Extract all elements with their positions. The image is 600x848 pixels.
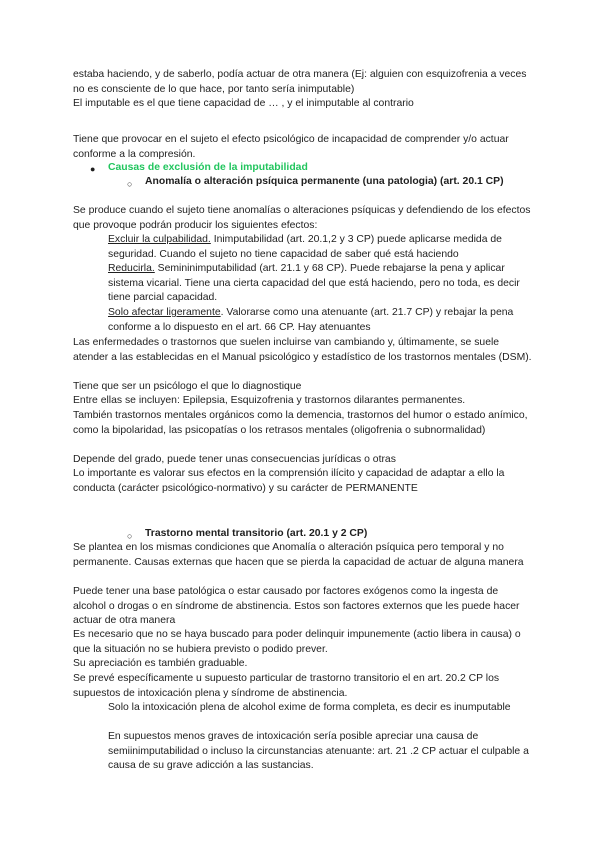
paragraph: Su apreciación es también graduable. bbox=[73, 658, 248, 669]
effect-text: . Valorarse como una atenuante (art. 21.7 CP) y rebajar la pena conforme a lo dispuesto en el art. 66 CP. Hay atenuantes bbox=[108, 307, 514, 333]
circle-bullet-icon: ○ bbox=[127, 179, 133, 189]
paragraph: Entre ellas se incluyen: Epilepsia, Esquizofrenia y trastornos dilarantes permanentes. bbox=[73, 395, 466, 406]
paragraph: También trastornos mentales orgánicos como la demencia, trastornos del humor o estado anímico, como la bipolaridad, las psicopatías o los retrasos mentales (oligofrenia o subnormalidad) bbox=[73, 410, 528, 436]
effect-item bbox=[108, 233, 533, 262]
paragraph: El imputable es el que tiene capacidad de … , y el inimputable al contrario bbox=[73, 98, 414, 109]
effect-title: Solo afectar ligeramente bbox=[108, 307, 221, 318]
paragraph: Se plantea en los mismas condiciones que Anomalía o alteración psíquica pero temporal y no permanente. Causas externas que hacen que se pierda la capacidad de actuar de alguna manera bbox=[73, 542, 524, 568]
paragraph: Lo importante es valorar sus efectos en la comprensión ilícito y capacidad de adaptar a ello la conducta (carácter psicológico-normativo) y su carácter de PERMANENTE bbox=[73, 468, 505, 494]
paragraph: Depende del grado, puede tener unas consecuencias jurídicas o otras bbox=[73, 454, 396, 465]
paragraph: Es necesario que no se haya buscado para poder delinquir impunemente (actio libera in causa) o que la situación no se hubiera previsto o podido prever. bbox=[73, 629, 521, 655]
paragraph: Tiene que provocar en el sujeto el efecto psicológico de incapacidad de comprender y/o actuar conforme a la compresión. bbox=[73, 134, 509, 160]
paragraph: Se prevé específicamente u supuesto particular de trastorno transitorio el en art. 20.2 CP los supuestos de intoxicación plena y síndrome de abstinencia. bbox=[73, 673, 500, 699]
effect-item bbox=[108, 306, 533, 335]
section-heading: Causas de exclusión de la imputabilidad bbox=[108, 162, 308, 173]
paragraph: Las enfermedades o trastornos que suelen incluirse van cambiando y, últimamente, se suele atender a las establecidas en el Manual psicológico y estadístico de los trastornos mentales (DSM). bbox=[73, 337, 532, 363]
effect-text: Inimputabilidad (art. 20.1,2 y 3 CP) puede aplicarse medida de seguridad. Cuando el sujeto no tiene capacidad de saber qué está haciendo bbox=[108, 234, 502, 260]
subsection-heading: Anomalía o alteración psíquica permanente (una patologia) (art. 20.1 CP) bbox=[145, 176, 504, 187]
effect-text: Semininimputabilidad (art. 21.1 y 68 CP). Puede rebajarse la pena y aplicar sistema vicarial. Tiene una cierta capacidad del que está haciendo, pero no toda, es decir tiene parcial capacidad. bbox=[108, 263, 520, 304]
effect-title: Reducirla. bbox=[108, 263, 155, 274]
indented-item: En supuestos menos graves de intoxicación sería posible apreciar una causa de semiinimputabilidad o incluso la circunstancias atenuante: art. 21 .2 CP actuar el culpable a causa de su grave adicción a las sustancias. bbox=[108, 731, 529, 772]
bullet-icon: ● bbox=[90, 164, 96, 174]
effect-item bbox=[108, 262, 533, 306]
indented-item: Solo la intoxicación plena de alcohol exime de forma completa, es decir es inumputable bbox=[108, 702, 511, 713]
paragraph: estaba haciendo, y de saberlo, podía actuar de otra manera (Ej: alguien con esquizofrenia a veces no es consciente de lo que hace, por tanto sería inimputable) bbox=[73, 69, 527, 95]
effect-title: Excluir la culpabilidad. bbox=[108, 234, 211, 245]
circle-bullet-icon: ○ bbox=[127, 531, 133, 541]
paragraph: Tiene que ser un psicólogo el que lo diagnostique bbox=[73, 381, 302, 392]
subsection-heading: Trastorno mental transitorio (art. 20.1 y 2 CP) bbox=[145, 528, 368, 539]
paragraph: Puede tener una base patológica o estar causado por factores exógenos como la ingesta de alcohol o drogas o en síndrome de abstinencia. Estos son factores externos que les puede hacer actuar de otra manera bbox=[73, 586, 520, 627]
paragraph: Se produce cuando el sujeto tiene anomalías o alteraciones psíquicas y defendiendo de los efectos que provoque podrán producir los siguientes efectos: bbox=[73, 205, 531, 231]
